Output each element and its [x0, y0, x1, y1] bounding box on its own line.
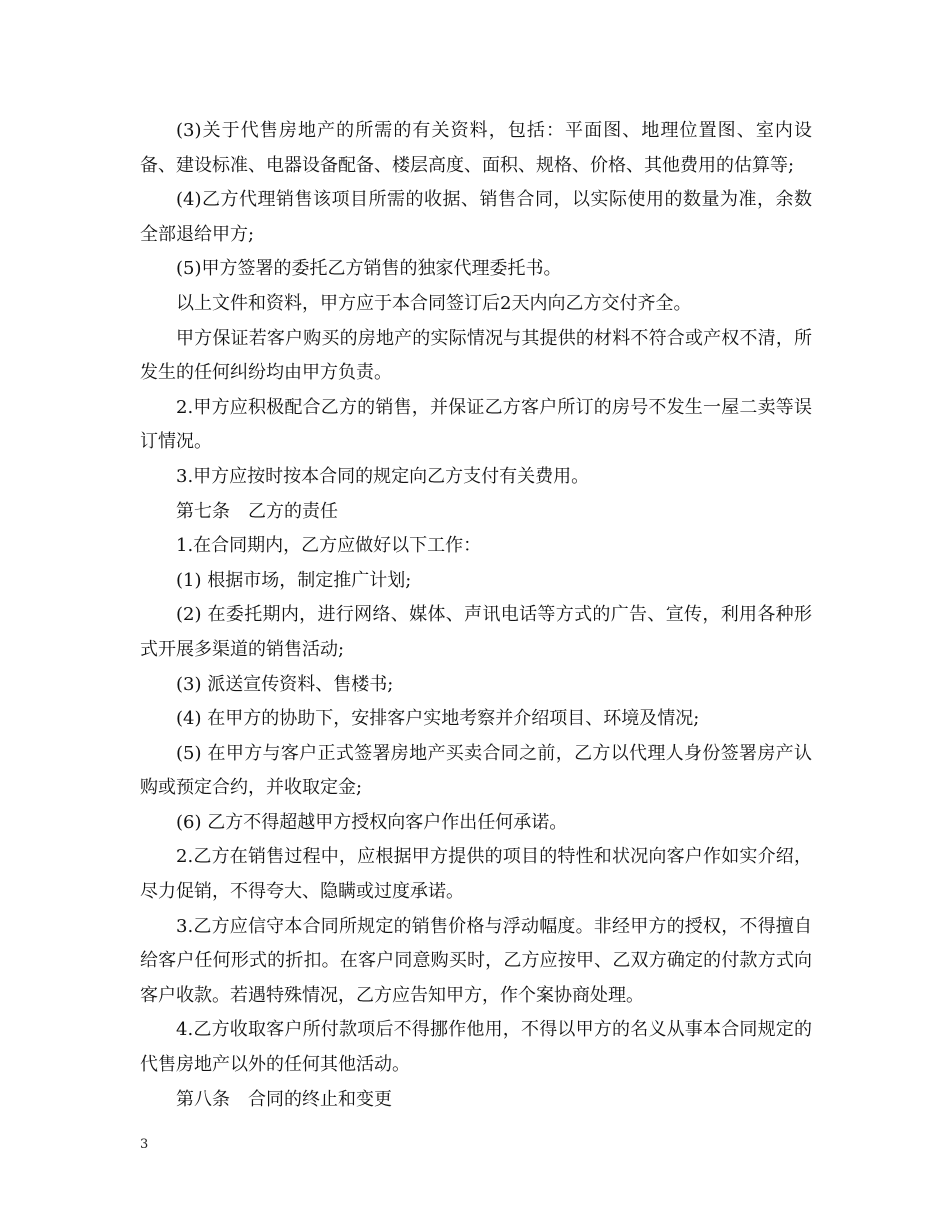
paragraph-clause-2-cooperation: 2.甲方应积极配合乙方的销售，并保证乙方客户所订的房号不发生一屋二卖等误订情况。 [140, 396, 812, 453]
paragraph-clause-3-pricing: 3.乙方应信守本合同所规定的销售价格与浮动幅度。非经甲方的授权，不得擅自给客户任何形式的折扣。在客户同意购买时，乙方应按甲、乙双方确定的付款方式向客户收款。若遇特殊情况，乙方应告知甲方，作个案协商处理。 [140, 915, 812, 1006]
paragraph-item-5-authorization: (5)甲方签署的委托乙方销售的独家代理委托书。 [176, 258, 562, 280]
paragraph-item-4-receipts: (4)乙方代理销售该项目所需的收据、销售合同，以实际使用的数量为准，余数全部退给甲方; [140, 189, 812, 245]
paragraph-duty-6: (6) 乙方不得超越甲方授权向客户作出任何承诺。 [176, 811, 568, 833]
paragraph-duty-1: (1) 根据市场，制定推广计划; [176, 569, 412, 591]
paragraph-duty-5: (5) 在甲方与客户正式签署房地产买卖合同之前，乙方以代理人身份签署房产认购或预定合约，并收取定金; [140, 742, 812, 799]
paragraph-duty-3: (3) 派送宣传资料、售楼书; [176, 673, 394, 695]
paragraph-clause-2-sales-conduct: 2.乙方在销售过程中，应根据甲方提供的项目的特性和状况向客户作如实介绍，尽力促销，不得夸大、隐瞒或过度承诺。 [140, 846, 812, 903]
document-body [140, 114, 812, 1117]
paragraph-duty-4: (4) 在甲方的协助下，安排客户实地考察并介绍项目、环境及情况; [176, 708, 700, 730]
paragraph-item-3-materials: (3)关于代售房地产的所需的有关资料，包括：平面图、地理位置图、室内设备、建设标准、电器设备配备、楼层高度、面积、规格、价格、其他费用的估算等; [140, 120, 812, 176]
section-heading-article-8: 第八条 合同的终止和变更 [176, 1088, 392, 1110]
page-number: 3 [140, 1137, 149, 1152]
paragraph-party-a-guarantee: 甲方保证若客户购买的房地产的实际情况与其提供的材料不符合或产权不清，所发生的任何纠纷均由甲方负责。 [140, 327, 812, 384]
paragraph-duty-2: (2) 在委托期内，进行网络、媒体、声讯电话等方式的广告、宣传，利用各种形式开展多渠道的销售活动; [140, 604, 812, 660]
paragraph-delivery-deadline: 以上文件和资料，甲方应于本合同签订后2天内向乙方交付齐全。 [176, 292, 692, 314]
paragraph-clause-4-funds: 4.乙方收取客户所付款项后不得挪作他用，不得以甲方的名义从事本合同规定的代售房地产以外的任何其他活动。 [140, 1019, 812, 1076]
section-heading-article-7: 第七条 乙方的责任 [176, 500, 338, 522]
paragraph-clause-1-duties: 1.在合同期内，乙方应做好以下工作： [176, 535, 482, 557]
paragraph-clause-3-payment: 3.甲方应按时按本合同的规定向乙方支付有关费用。 [176, 465, 590, 487]
